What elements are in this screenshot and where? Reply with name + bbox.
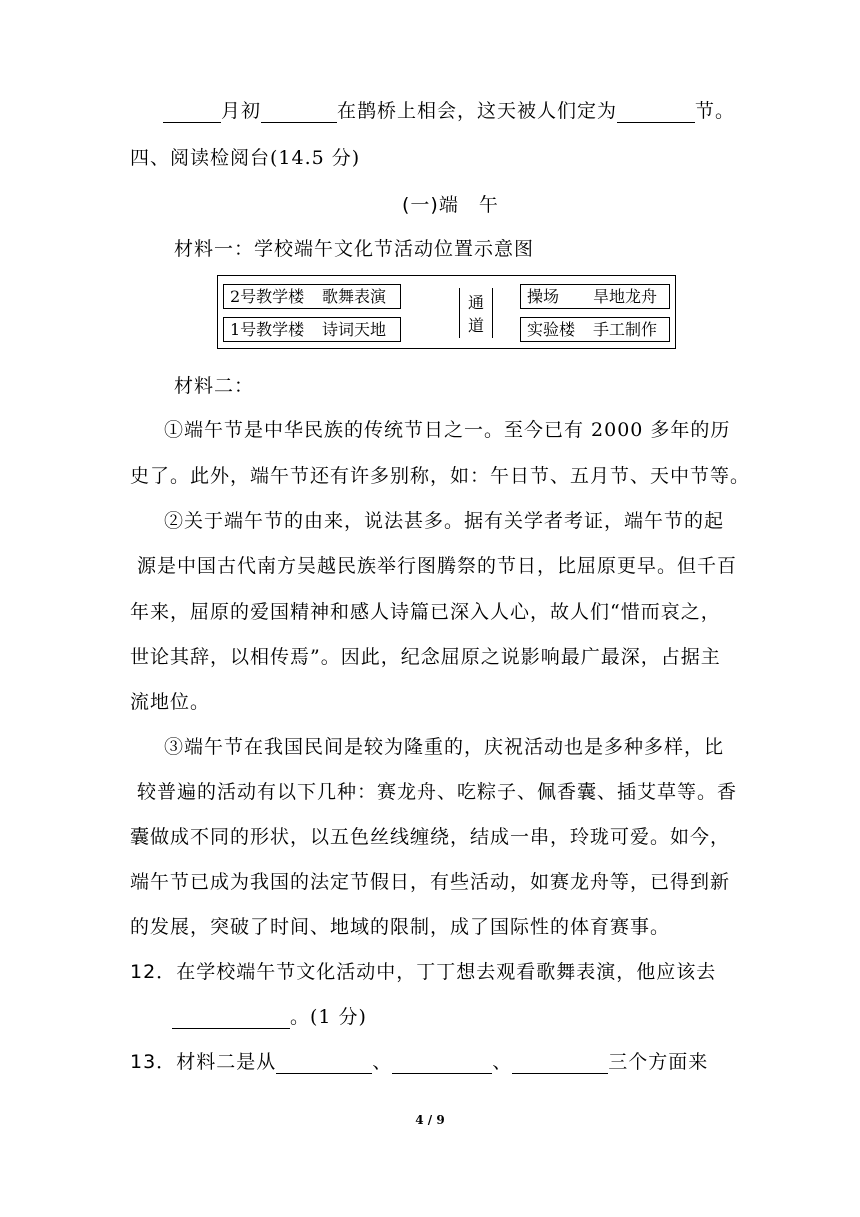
passage-char: 道: [467, 316, 484, 335]
building-label: 操场: [527, 287, 560, 306]
activity-label: 手工制作: [593, 320, 658, 339]
separator: 、: [372, 1051, 393, 1073]
question-number: 13．: [130, 1051, 177, 1073]
answer-blank[interactable]: [276, 1053, 372, 1074]
passage-label: [464, 291, 488, 337]
answer-blank[interactable]: [172, 1008, 290, 1029]
question-12-answer: [172, 1002, 367, 1029]
activity-label: 诗词天地: [322, 320, 387, 339]
paragraph-line: 的发展，突破了时间、地域的限制，成了国际性的体育赛事。: [130, 916, 671, 938]
paragraph-line: 年来，屈原的爱国精神和感人诗篇已深入人心，故人们“惜而哀之，: [130, 601, 721, 623]
question-number: 12．: [130, 961, 177, 983]
paragraph-line: ②关于端午节的由来，说法甚多。据有关学者考证，端午节的起: [164, 510, 725, 532]
passage-divider: [459, 288, 460, 338]
activity-label: 旱地龙舟: [593, 287, 658, 306]
building-label: 2号教学楼: [230, 287, 305, 306]
text-segment: 节。: [695, 100, 736, 122]
material2-title: 材料二：: [174, 375, 255, 397]
paragraph-line: 较普遍的活动有以下几种：赛龙舟、吃粽子、佩香囊、插艾草等。香: [130, 781, 738, 803]
answer-blank[interactable]: [261, 102, 337, 123]
paragraph-line: ③端午节在我国民间是较为隆重的，庆祝活动也是多种多样，比: [164, 736, 725, 758]
paragraph-line: 源是中国古代南方吴越民族举行图腾祭的节日，比屈原更早。但千百: [130, 555, 738, 577]
text-segment: 在鹊桥上相会，这天被人们定为: [337, 100, 618, 122]
paragraph-line: 囊做成不同的形状，以五色丝线缠绕，结成一串，玲珑可爱。如今，: [130, 826, 731, 848]
map-cell-building-1: [223, 317, 401, 342]
location-map: [217, 275, 676, 349]
map-cell-lab: [520, 317, 670, 342]
question-text: 在学校端午节文化活动中，丁丁想去观看歌舞表演，他应该去: [176, 961, 717, 983]
paragraph-line: ①端午节是中华民族的传统节日之一。至今已有 2000 多年的历: [164, 419, 731, 441]
activity-label: 歌舞表演: [322, 287, 387, 306]
passage-title: (一)端 午: [402, 194, 499, 216]
map-cell-building-2: [223, 284, 401, 309]
paragraph-line: 流地位。: [130, 691, 211, 713]
paragraph-line: 端午节已成为我国的法定节假日，有些活动，如赛龙舟等，已得到新: [130, 871, 731, 893]
section-heading: 四、阅读检阅台(14.5 分): [130, 147, 361, 169]
question-text: 三个方面来: [608, 1051, 709, 1073]
passage-divider: [492, 288, 493, 338]
building-label: 1号教学楼: [230, 320, 305, 339]
building-label: 实验楼: [527, 320, 576, 339]
question-12: [130, 957, 716, 984]
answer-blank[interactable]: [617, 102, 695, 123]
paragraph-line: 世论其辞，以相传焉”。因此，纪念屈原之说影响最广最深，占据主: [130, 646, 721, 668]
answer-blank[interactable]: [512, 1053, 608, 1074]
answer-blank[interactable]: [392, 1053, 492, 1074]
page-number: 4 / 9: [415, 1113, 445, 1127]
question-text: 材料二是从: [176, 1051, 277, 1073]
text-segment: 月初: [221, 100, 262, 122]
map-cell-playground: [520, 284, 670, 309]
answer-blank[interactable]: [163, 102, 221, 123]
paragraph-line: 史了。此外，端午节还有许多别称，如：午日节、五月节、天中节等。: [130, 465, 751, 487]
material1-title: 材料一：学校端午文化节活动位置示意图: [174, 238, 535, 260]
passage-char: 通: [467, 293, 484, 312]
fill-blank-line: [163, 96, 735, 123]
question-13: [130, 1047, 708, 1074]
question-suffix: 。(1 分): [290, 1006, 367, 1028]
separator: 、: [492, 1051, 513, 1073]
